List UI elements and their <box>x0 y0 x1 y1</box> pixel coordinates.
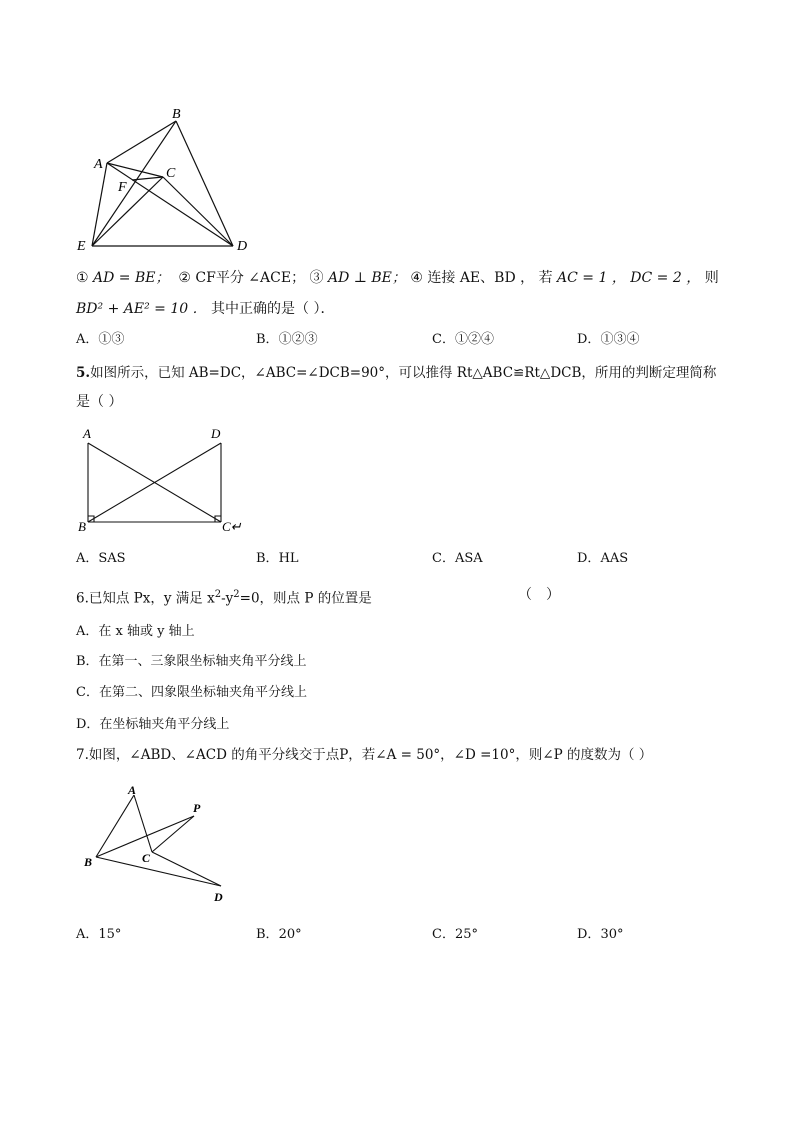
q4-seg-AB <box>107 121 176 163</box>
q5-option-d-letter: D． <box>577 551 601 566</box>
q4-s4-dc: DC = 2 ， <box>630 270 701 286</box>
q5-label-D: D <box>211 426 221 441</box>
q5-option-c[interactable] <box>432 549 483 569</box>
q4-s3-mark: ③ <box>309 270 324 286</box>
q5-option-c-letter: C． <box>432 551 455 566</box>
q5-option-d[interactable] <box>577 549 628 569</box>
q5-option-a-letter: A． <box>76 551 99 566</box>
q6-stem <box>76 585 372 609</box>
q5-option-c-text: ASA <box>454 551 483 566</box>
q4-option-a-letter: A． <box>76 332 99 347</box>
q4-statement-line1 <box>76 268 719 288</box>
q7-option-b-text: 20° <box>278 927 302 942</box>
q5-label-C: C↵ <box>222 519 242 534</box>
q4-seg-AC <box>107 163 163 177</box>
q5-option-d-text: AAS <box>600 551 629 566</box>
q7-figure <box>78 778 238 908</box>
q4-option-d-text: ①③④ <box>600 332 640 347</box>
q4-figure <box>70 100 260 260</box>
q4-statement-line2 <box>76 299 335 319</box>
q6-option-c[interactable]: C．在第二、四象限坐标轴夹角平分线上 <box>76 685 307 700</box>
q4-s4-ac: AC = 1 ， <box>557 270 626 286</box>
q5-option-a[interactable] <box>76 549 126 569</box>
q4-option-d-letter: D． <box>577 332 601 347</box>
q4-option-c-letter: C． <box>432 332 455 347</box>
q7-seg-AB <box>96 795 134 857</box>
q4-s1-mark: ① <box>76 270 89 286</box>
q4-s1: AD = BE； <box>93 270 170 286</box>
q4-question: 其中正确的是（ ）． <box>211 301 335 317</box>
q4-seg-BE <box>92 121 176 246</box>
q7-option-d-letter: D． <box>577 927 601 942</box>
q4-option-b-text: ①②③ <box>278 332 318 347</box>
q4-option-c[interactable] <box>432 330 494 350</box>
q4-option-b[interactable] <box>256 330 318 350</box>
q7-option-d[interactable] <box>577 925 623 945</box>
q6-stem-pre: 6.已知点 Px，y 满足 x <box>76 590 215 607</box>
q7-option-c-letter: C． <box>432 927 455 942</box>
q7-option-c-text: 25° <box>454 927 478 942</box>
q4-s2-mark: ② <box>178 270 191 286</box>
q7-label-A: A <box>128 783 137 797</box>
q5-stem-line1 <box>76 363 716 383</box>
q6-bracket: （ ） <box>518 587 560 603</box>
q7-option-b-letter: B． <box>256 927 279 942</box>
q4-option-b-letter: B． <box>256 332 279 347</box>
q7-option-a-letter: A． <box>76 927 99 942</box>
q7-label-B: B <box>84 855 93 869</box>
q7-seg-CP <box>152 816 194 852</box>
q7-seg-AC <box>134 795 152 852</box>
q5-label-A: A <box>83 426 91 441</box>
q6-exp2: 2 <box>233 589 240 600</box>
q4-s4-pre: 连接 AE、BD ， 若 <box>427 270 553 286</box>
q6-option-b[interactable]: B．在第一、三象限坐标轴夹角平分线上 <box>76 654 307 669</box>
q4-s3: AD ⊥ BE； <box>327 270 406 286</box>
q7-option-d-text: 30° <box>600 927 624 942</box>
q5-stem: 如图所示，已知 AB=DC，∠ABC=∠DCB=90°，可以推得 Rt△ABC≌Rt△DCB，所用的判断定理简称 <box>90 365 717 381</box>
q7-option-a[interactable] <box>76 925 121 945</box>
q4-label-A: A <box>94 157 103 172</box>
q7-option-b[interactable] <box>256 925 302 945</box>
q4-label-D: D <box>237 239 248 254</box>
q4-option-a-text: ①③ <box>98 332 125 347</box>
q5-option-a-text: SAS <box>98 551 126 566</box>
q5-figure <box>74 424 244 536</box>
q6-stem-mid: -y <box>221 590 234 607</box>
q4-label-E: E <box>77 239 86 254</box>
q4-s4-then: 则 <box>704 270 719 286</box>
q5-label-B: B <box>78 519 86 534</box>
q4-seg-CD <box>163 177 233 246</box>
q6-exp1: 2 <box>214 589 222 600</box>
q4-s2: CF平分 ∠ACE； <box>195 270 306 286</box>
q5-option-b-text: HL <box>278 551 299 566</box>
q4-label-B: B <box>172 107 181 122</box>
q5-option-b-letter: B． <box>256 551 279 566</box>
q4-formula: BD² + AE² = 10 ． <box>76 301 207 317</box>
q6-option-a[interactable]: A．在 x 轴或 y 轴上 <box>76 624 195 639</box>
q7-label-D: D <box>214 890 223 904</box>
q6-stem-post: =0，则点 P 的位置是 <box>239 590 372 607</box>
q7-stem: 7.如图，∠ABD、∠ACD 的角平分线交于点P，若∠A = 50°，∠D =10°，则∠P 的度数为（ ） <box>76 747 653 763</box>
q7-seg-BD <box>96 857 221 886</box>
q7-label-C: C <box>142 851 151 865</box>
q4-label-F: F <box>118 180 127 195</box>
q7-seg-CD <box>152 852 221 886</box>
q7-option-c[interactable] <box>432 925 478 945</box>
q5-stem-line2 <box>76 392 122 412</box>
q7-option-a-text: 15° <box>98 927 122 942</box>
q6-option-d[interactable]: D．在坐标轴夹角平分线上 <box>76 717 230 732</box>
q7-label-P: P <box>193 801 201 815</box>
q4-option-c-text: ①②④ <box>454 332 494 347</box>
q4-s4-mark: ④ <box>410 270 423 286</box>
q4-label-C: C <box>166 166 176 181</box>
q4-option-d[interactable] <box>577 330 639 350</box>
q4-option-a[interactable] <box>76 330 124 350</box>
q5-stem-cont: 是（ ） <box>76 394 123 410</box>
q5-number: 5. <box>76 365 91 381</box>
q5-option-b[interactable] <box>256 549 299 569</box>
